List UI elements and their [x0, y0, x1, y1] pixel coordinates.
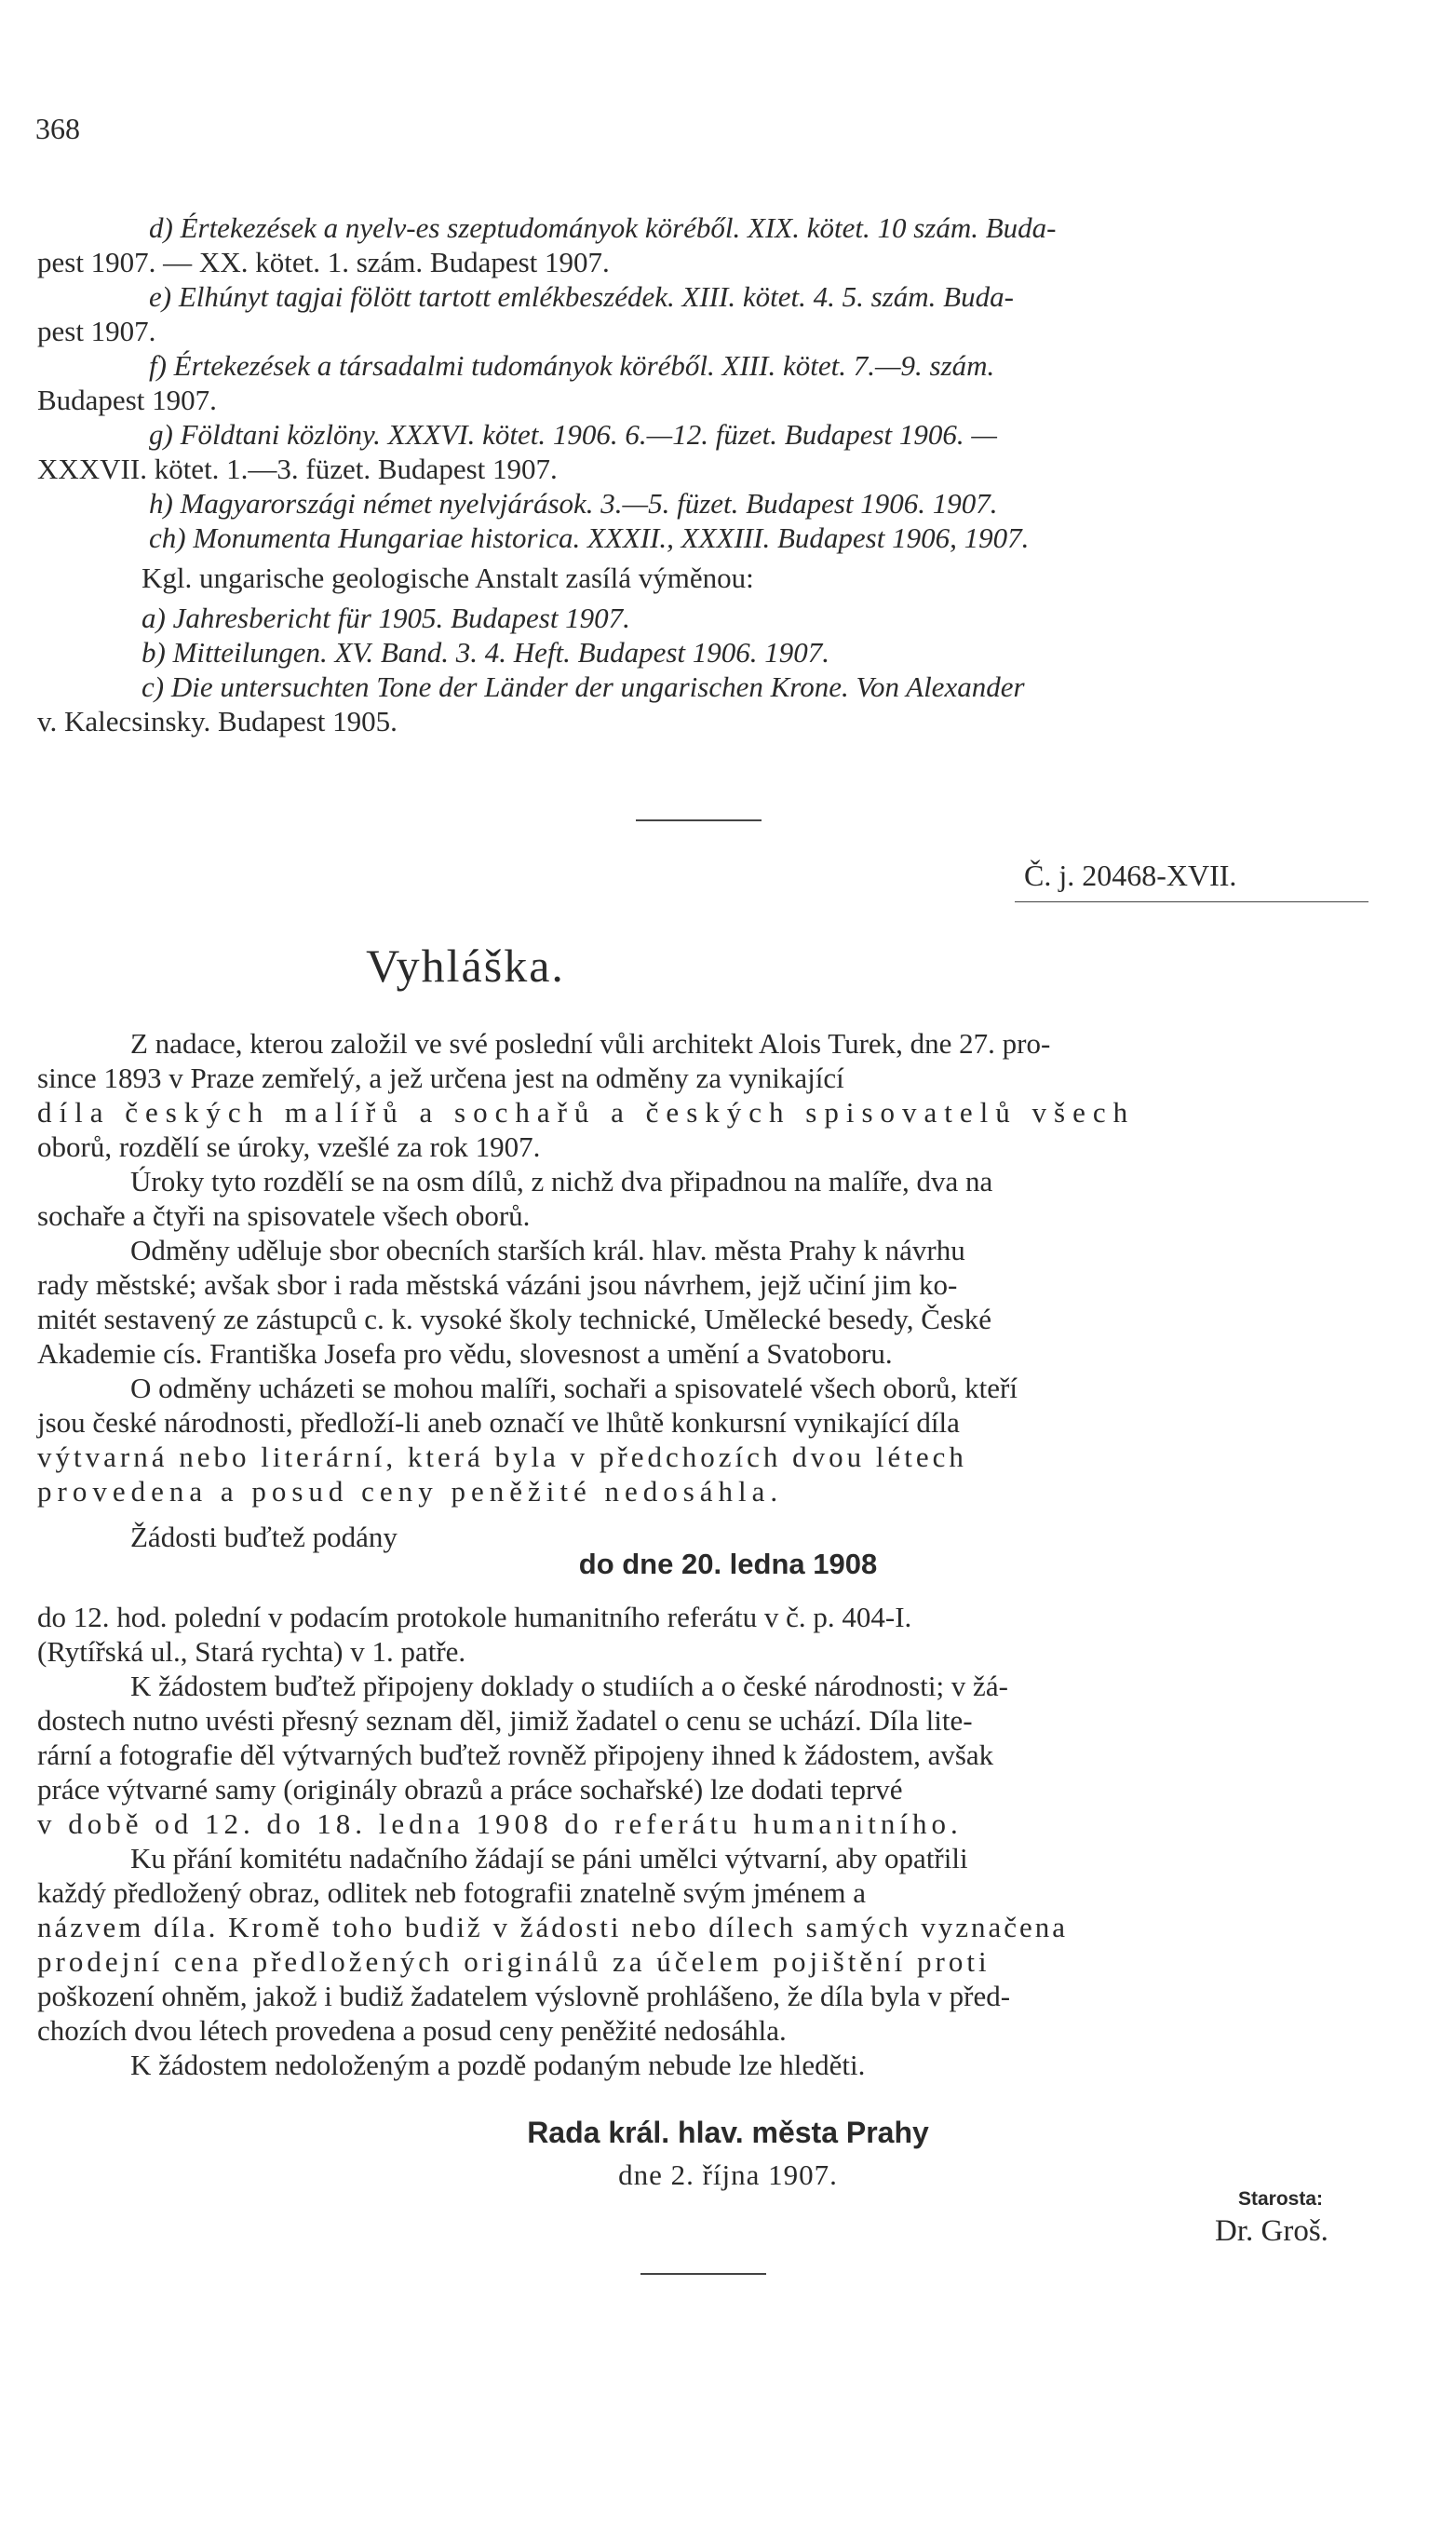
paragraph-line: K žádostem buďtež připojeny doklady o studiích a o české národnosti; v žá- — [130, 1670, 1008, 1702]
list-item: a) Jahresbericht für 1905. Budapest 1907. — [142, 602, 630, 634]
paragraph-line: Akademie cís. Františka Josefa pro vědu, slovesnost a umění a Svatoboru. — [37, 1337, 893, 1370]
paragraph-line: Z nadace, kterou založil ve své poslední vůli architekt Alois Turek, dne 27. pro- — [130, 1027, 1051, 1060]
paragraph-line: since 1893 v Praze zemřelý, a jež určena jest na odměny za vynikající — [37, 1062, 844, 1094]
announcement-body — [37, 1026, 1398, 1554]
list-item: e) Elhúnyt tagjai fölött tartott emlékbeszédek. XIII. kötet. 4. 5. szám. Buda- — [149, 280, 1014, 313]
paragraph-line: rární a fotografie děl výtvarných buďtež rovněž připojeny ihned k žádostem, avšak — [37, 1739, 994, 1771]
paragraph-line: chozích dvou létech provedena a posud ceny peněžité nedosáhla. — [37, 2014, 787, 2047]
exchange-intro: Kgl. ungarische geologische Anstalt zasílá výměnou: — [142, 561, 754, 594]
list-item: c) Die untersuchten Tone der Länder der ungarischen Krone. Von Alexander — [142, 670, 1025, 703]
paragraph-line: Ku přání komitétu nadačního žádají se páni umělci výtvarní, aby opatřili — [130, 1842, 968, 1874]
list-item: XXXVII. kötet. 1.—3. füzet. Budapest 1907. — [37, 453, 558, 485]
list-item: pest 1907. — [37, 315, 156, 347]
paragraph-line: jsou české národnosti, předloží-li aneb označí ve lhůtě konkursní vynikající díla — [37, 1406, 960, 1439]
list-item: Budapest 1907. — [37, 384, 217, 416]
paragraph-line: rady městské; avšak sbor i rada městská vázáni jsou návrhem, jejž učiní jim ko- — [37, 1268, 958, 1301]
list-item: g) Földtani közlöny. XXXVI. kötet. 1906. 6.—12. füzet. Budapest 1906. — — [149, 418, 997, 451]
paragraph-line: díla českých malířů a sochařů a českých spisovatelů všech — [37, 1096, 1136, 1129]
paragraph-line: Úroky tyto rozdělí se na osm dílů, z nichž dva připadnou na malíře, dva na — [130, 1165, 993, 1197]
paragraph-line: oborů, rozdělí se úroky, vzešlé za rok 1907. — [37, 1130, 541, 1163]
paragraph-line: v době od 12. do 18. ledna 1908 do referátu humanitního. — [37, 1807, 963, 1840]
list-item: h) Magyarországi német nyelvjárások. 3.—5. füzet. Budapest 1906. 1907. — [149, 487, 998, 520]
list-item: ch) Monumenta Hungariae historica. XXXII., XXXIII. Budapest 1906, 1907. — [149, 521, 1030, 554]
paragraph-line: Žádosti buďtež podány — [130, 1521, 398, 1553]
paragraph-line: (Rytířská ul., Stará rychta) v 1. patře. — [37, 1635, 466, 1668]
paragraph-line: K žádostem nedoloženým a pozdě podaným nebude lze hleděti. — [130, 2049, 866, 2081]
signer-organization: Rada král. hlav. města Prahy — [527, 2116, 929, 2149]
page-title: Vyhláška. — [366, 940, 565, 992]
hungarian-publications — [37, 210, 1398, 555]
paragraph-line: názvem díla. Kromě toho budiž v žádosti nebo dílech samých vyznačena — [37, 1911, 1068, 1943]
doc-number-underline — [1015, 901, 1368, 902]
geological-exchange — [37, 561, 1398, 738]
paragraph-line: sochaře a čtyři na spisovatele všech oborů. — [37, 1199, 531, 1232]
paragraph-line: práce výtvarné samy (originály obrazů a práce sochařské) lze dodati teprvé — [37, 1773, 903, 1806]
paragraph-line: mitét sestavený ze zástupců c. k. vysoké školy technické, Umělecké besedy, České — [37, 1303, 991, 1335]
list-item: v. Kalecsinsky. Budapest 1905. — [37, 705, 398, 737]
document-number: Č. j. 20468-XVII. — [1024, 859, 1237, 892]
list-item: pest 1907. — XX. kötet. 1. szám. Budapest 1907. — [37, 246, 610, 278]
section-divider — [636, 819, 762, 821]
paragraph-line: každý předložený obraz, odlitek neb fotografii znatelně svým jménem a — [37, 1876, 867, 1909]
list-item: b) Mitteilungen. XV. Band. 3. 4. Heft. Budapest 1906. 1907. — [142, 636, 830, 669]
page-number: 368 — [35, 112, 80, 145]
paragraph-line: Odměny uděluje sbor obecních starších král. hlav. města Prahy k návrhu — [130, 1234, 965, 1266]
mayor-label: Starosta: — [1238, 2188, 1324, 2210]
paragraph-line: výtvarná nebo literární, která byla v předchozích dvou létech — [37, 1441, 967, 1473]
list-item: f) Értekezések a társadalmi tudományok köréből. XIII. kötet. 7.—9. szám. — [149, 349, 995, 382]
submission-details — [37, 1600, 1398, 2082]
list-item: d) Értekezések a nyelv-es szeptudományok köréből. XIX. kötet. 10 szám. Buda- — [149, 211, 1057, 244]
mayor-name: Dr. Groš. — [1215, 2214, 1328, 2248]
paragraph-line: dostech nutno uvésti přesný seznam děl, jimiž žadatel o cenu se uchází. Díla lite- — [37, 1704, 973, 1737]
paragraph-line: O odměny ucházeti se mohou malíři, sochaři a spisovatelé všech oborů, kteří — [130, 1372, 1018, 1404]
signature-date: dne 2. října 1907. — [618, 2158, 838, 2191]
paragraph-line: prodejní cena předložených originálů za účelem pojištění proti — [37, 1945, 991, 1978]
paragraph-line: poškození ohněm, jakož i budiž žadatelem výslovně prohlášeno, že díla byla v před- — [37, 1980, 1011, 2012]
paragraph-line: provedena a posud ceny peněžité nedosáhla. — [37, 1475, 784, 1508]
paragraph-line: do 12. hod. polední v podacím protokole humanitního referátu v č. p. 404-I. — [37, 1601, 912, 1633]
deadline: do dne 20. ledna 1908 — [578, 1548, 878, 1580]
footer-divider — [640, 2273, 766, 2275]
